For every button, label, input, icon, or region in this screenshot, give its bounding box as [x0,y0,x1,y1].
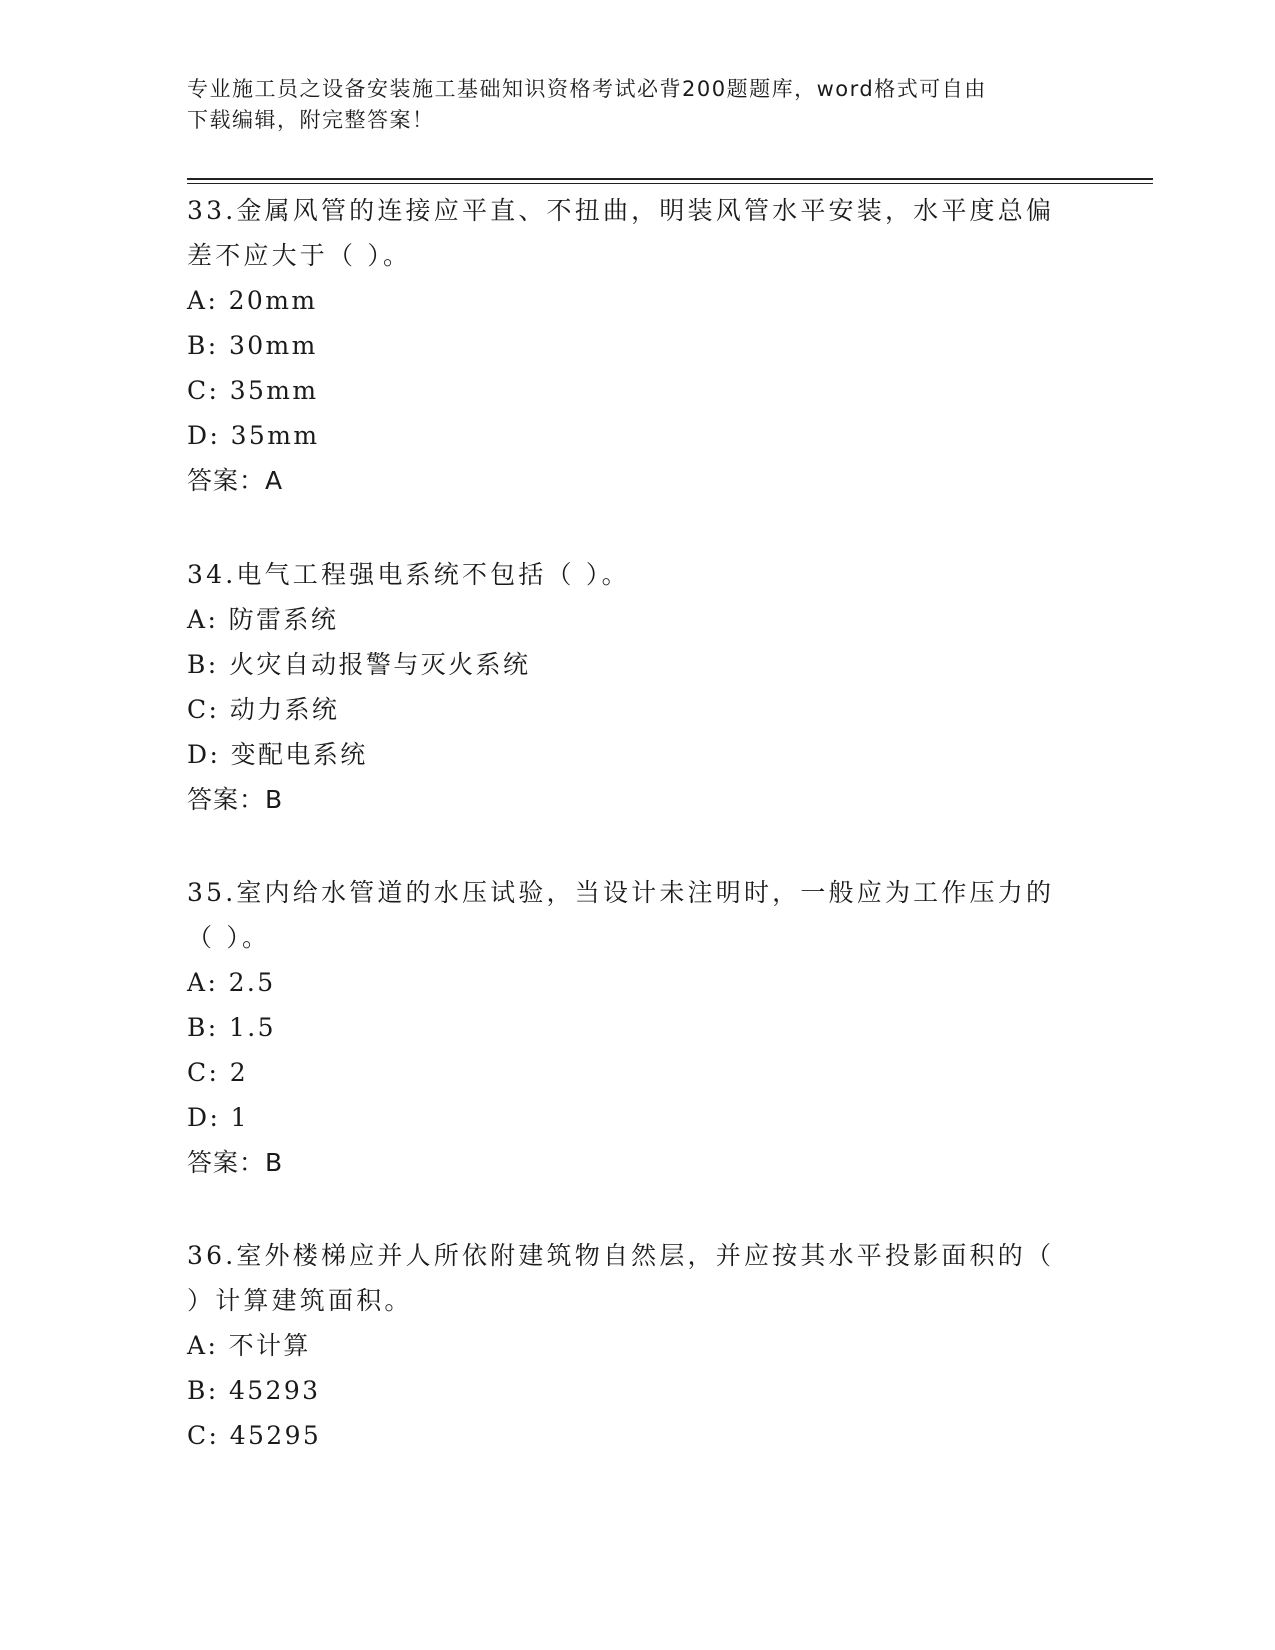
header-line-1: 专业施工员之设备安装施工基础知识资格考试必背200题题库，word格式可自由 [187,77,987,101]
document-header [187,74,1067,136]
option-a: A: 20mm [187,286,318,315]
answer-line: 答案：A [187,466,284,495]
question-stem-line-2: （ ）。 [187,923,271,952]
option-c: C: 35mm [187,376,319,405]
question-stem-line-2: 差不应大于（ ）。 [187,241,412,270]
question-stem-line-1: 35.室内给水管道的水压试验，当设计未注明时，一般应为工作压力的 [187,878,1055,907]
option-c: C: 2 [187,1058,249,1087]
option-b: B: 45293 [187,1376,321,1405]
option-a: A: 不计算 [187,1331,311,1360]
option-d: D: 1 [187,1103,249,1132]
option-c: C: 动力系统 [187,695,340,724]
header-line-2: 下载编辑，附完整答案！ [187,108,435,132]
option-b: B: 火灾自动报警与灭火系统 [187,650,531,679]
option-b: B: 30mm [187,331,318,360]
question-35 [187,870,1087,1185]
question-stem-line-1: 33.金属风管的连接应平直、不扭曲，明装风管水平安装，水平度总偏 [187,196,1055,225]
option-d: D: 35mm [187,421,320,450]
option-d: D: 变配电系统 [187,740,368,769]
option-c: C: 45295 [187,1421,322,1450]
option-a: A: 2.5 [187,968,276,997]
option-b: B: 1.5 [187,1013,276,1042]
question-stem-line-2: ）计算建筑面积。 [187,1286,413,1315]
option-a: A: 防雷系统 [187,605,339,634]
question-36 [187,1233,1087,1458]
header-divider-thin [187,183,1153,184]
header-divider-thick [187,178,1153,180]
question-33 [187,188,1087,503]
answer-line: 答案：B [187,1148,284,1177]
answer-line: 答案：B [187,785,284,814]
question-stem-line-1: 36.室外楼梯应并人所依附建筑物自然层，并应按其水平投影面积的（ [187,1241,1055,1270]
question-stem-line-1: 34.电气工程强电系统不包括（ ）。 [187,560,630,589]
question-34 [187,552,1087,822]
